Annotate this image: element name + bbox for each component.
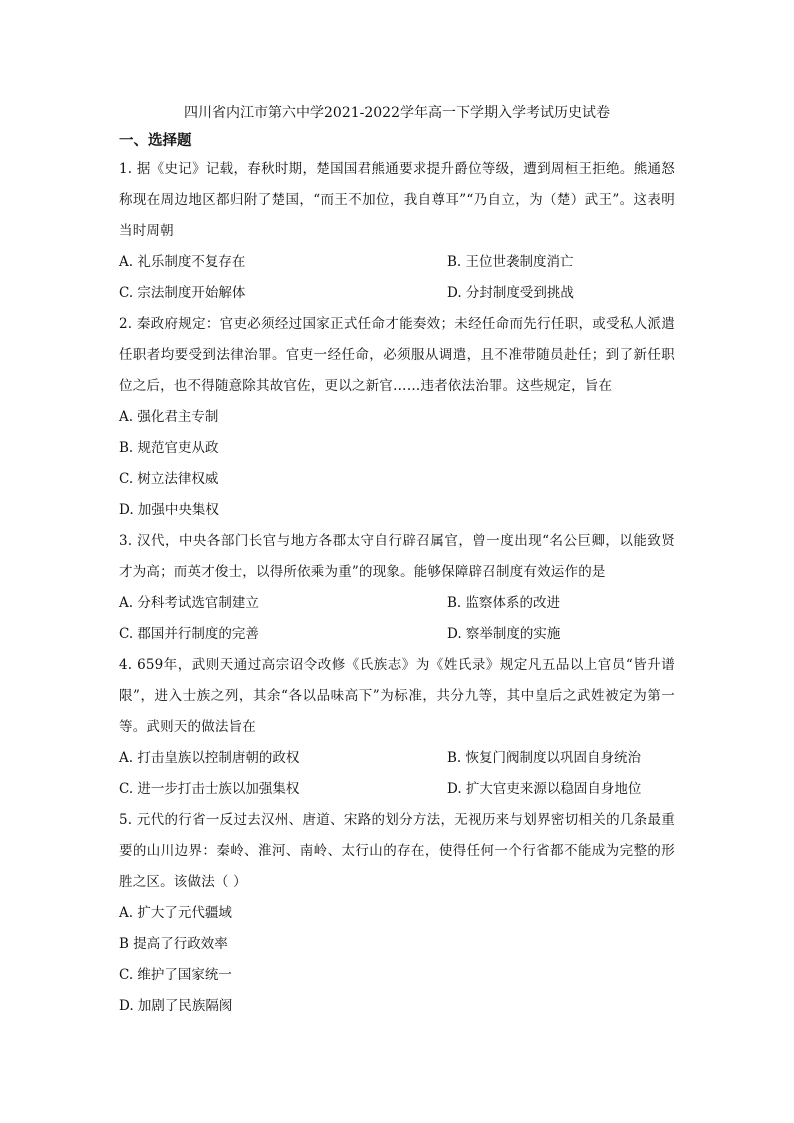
question-2 (119, 309, 675, 526)
option-row (119, 774, 675, 805)
question-stem: 2. 秦政府规定：官吏必须经过国家正式任命才能奏效；未经任命而先行任职，或受私人派遣任职者均要受到法律治罪。官吏一经任命，必须服从调遣，且不准带随员赴任；到了新任职位之后，也不得随意除其故官佐，更以之新官……违者依法治罪。这些规定，旨在 (119, 316, 675, 394)
option-c: C. 郡国并行制度的完善 (119, 626, 259, 642)
question-stem: 1. 据《史记》记载，春秋时期，楚国国君熊通要求提升爵位等级，遭到周桓王拒绝。熊通怒称现在周边地区都归附了楚国，“而王不加位，我自尊耳”“乃自立，为（楚）武王”。这表明当时周朝 (119, 161, 675, 239)
option-row (119, 278, 675, 309)
option-a: A. 打击皇族以控制唐朝的政权 (119, 750, 300, 766)
option-b: B. 规范官吏从政 (119, 440, 219, 456)
option-b: B. 恢复门阀制度以巩固自身统治 (447, 750, 642, 766)
question-stem: 3. 汉代，中央各部门长官与地方各郡太守自行辟召属官，曾一度出现“名公巨卿，以能致贤才为高；而英才俊士，以得所依乘为重”的现象。能够保障辟召制度有效运作的是 (119, 533, 675, 580)
option-d: D. 分封制度受到挑战 (447, 285, 574, 301)
document-title: 四川省内江市第六中学2021-2022学年高一下学期入学考试历史试卷 (184, 105, 610, 121)
option-d: D. 加剧了民族隔阂 (119, 998, 233, 1014)
question-stem: 4. 659年，武则天通过高宗诏令改修《氏族志》为《姓氏录》规定凡五品以上官员“皆升谱限”，进入士族之列，其余“各以品味高下”为标准，共分九等，其中皇后之武姓被定为第一等。武则天的做法旨在 (119, 657, 675, 735)
option-a: A. 扩大了元代疆域 (119, 905, 232, 921)
option-c: C. 宗法制度开始解体 (119, 285, 246, 301)
question-5 (119, 805, 675, 1022)
option-row (119, 588, 675, 619)
section-heading: 一、选择题 (119, 133, 192, 149)
option-a: A. 礼乐制度不复存在 (119, 254, 246, 270)
option-b: B 提高了行政效率 (119, 936, 228, 952)
option-d: D. 察举制度的实施 (447, 626, 561, 642)
option-d: D. 扩大官吏来源以稳固自身地位 (447, 781, 642, 797)
question-stem: 5. 元代的行省一反过去汉州、唐道、宋路的划分方法，无视历来与划界密切相关的几条最重要的山川边界：秦岭、淮河、南岭、太行山的存在，使得任何一个行省都不能成为完整的形胜之区。该做法（ ） (119, 812, 675, 890)
exam-content (119, 102, 675, 1022)
question-3 (119, 526, 675, 650)
option-a: A. 强化君主专制 (119, 409, 219, 425)
option-c: C. 维护了国家统一 (119, 967, 232, 983)
option-b: B. 王位世袭制度消亡 (447, 254, 574, 270)
option-c: C. 进一步打击士族以加强集权 (119, 781, 300, 797)
option-c: C. 树立法律权威 (119, 471, 219, 487)
question-4 (119, 650, 675, 805)
option-a: A. 分科考试选官制建立 (119, 595, 259, 611)
option-d: D. 加强中央集权 (119, 502, 219, 518)
option-row (119, 743, 675, 774)
question-1 (119, 154, 675, 309)
option-row (119, 247, 675, 278)
option-b: B. 监察体系的改进 (447, 595, 561, 611)
option-row (119, 619, 675, 650)
